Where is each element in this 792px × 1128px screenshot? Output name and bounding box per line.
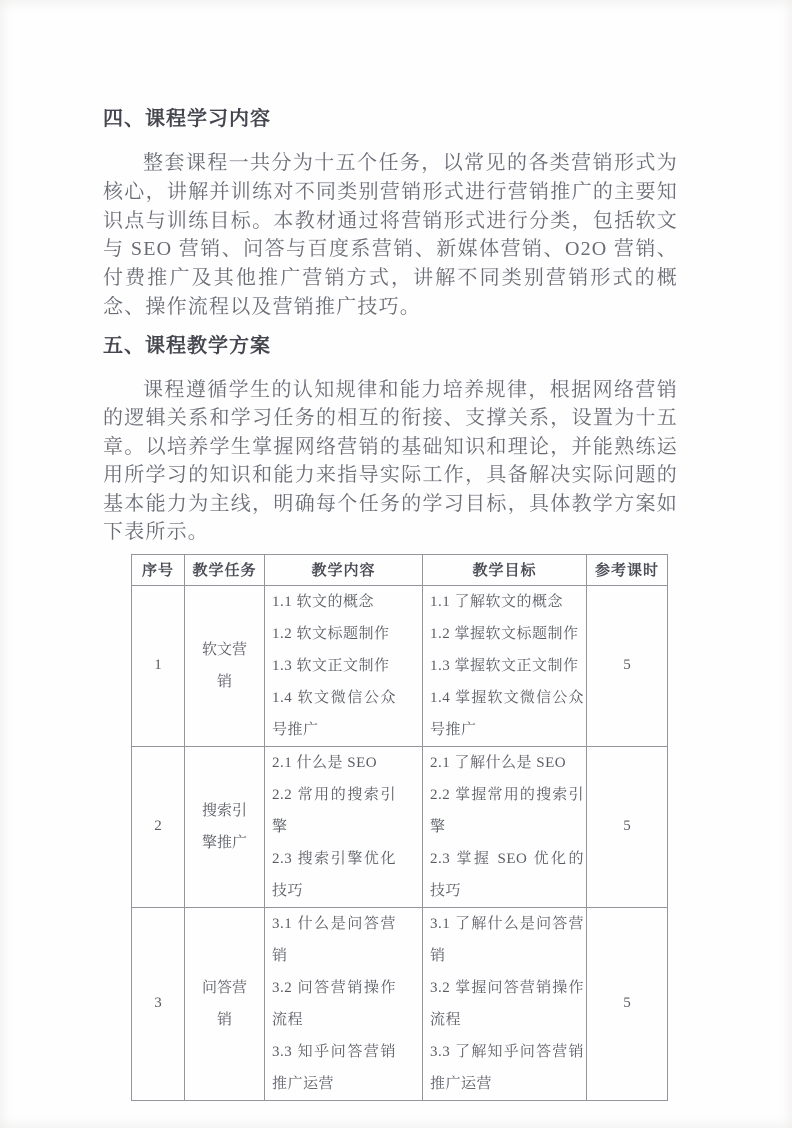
content-item: 3.1 什么是问答营销 bbox=[272, 915, 396, 964]
teaching-plan-table bbox=[131, 554, 668, 1101]
table-header-row bbox=[132, 554, 668, 585]
cell-teaching-content bbox=[265, 746, 423, 907]
cell-reference-hours: 5 bbox=[587, 907, 668, 1100]
goal-item: 2.2 掌握常用的搜索引擎 bbox=[430, 786, 584, 835]
cell-reference-hours: 5 bbox=[587, 746, 668, 907]
goal-item: 1.1 了解软文的概念 bbox=[430, 593, 564, 610]
goal-item: 2.3 掌握 SEO 优化的技巧 bbox=[430, 850, 584, 899]
cell-row-no: 3 bbox=[132, 907, 185, 1100]
column-header-goal: 教学目标 bbox=[423, 554, 587, 585]
section-heading-course-teaching-plan: 五、课程教学方案 bbox=[103, 334, 271, 357]
cell-teaching-task: 问答营销 bbox=[185, 907, 265, 1100]
table-row-search-engine-promotion bbox=[132, 746, 668, 907]
section-heading-course-learning-content: 四、课程学习内容 bbox=[103, 108, 271, 130]
cell-teaching-goal bbox=[423, 585, 587, 746]
content-item: 1.1 软文的概念 bbox=[272, 593, 375, 610]
cell-row-no: 2 bbox=[132, 746, 185, 907]
column-header-task: 教学任务 bbox=[185, 554, 265, 585]
column-header-no: 序号 bbox=[132, 554, 185, 585]
section-paragraph-course-teaching-plan: 课程遵循学生的认知规律和能力培养规律，根据网络营销的逻辑关系和学习任务的相互的衔接、支撑关系，设置为十五章。以培养学生掌握网络营销的基础知识和理论，并能熟练运用所学习的知识和能力来指导实际工作，具备解决实际问题的基本能力为主线，明确每个任务的学习目标，具体教学方案如下表所示。 bbox=[103, 378, 678, 544]
section-paragraph-course-learning-content: 整套课程一共分为十五个任务，以常见的各类营销形式为核心，讲解并训练对不同类别营销形式进行营销推广的主要知识点与训练目标。本教材通过将营销形式进行分类，包括软文与 SEO 营销、问答与百度系营销、新媒体营销、O2O 营销、付费推广及其他推广营销方式，讲解不同类别营销形式的概念、操作流程以及营销推广技巧。 bbox=[103, 152, 678, 318]
content-item: 1.3 软文正文制作 bbox=[272, 657, 390, 674]
cell-teaching-content bbox=[265, 585, 423, 746]
goal-item: 3.1 了解什么是问答营销 bbox=[430, 915, 584, 964]
cell-teaching-goal bbox=[423, 746, 587, 907]
cell-row-no: 1 bbox=[132, 585, 185, 746]
content-item: 1.2 软文标题制作 bbox=[272, 625, 390, 642]
content-item: 2.3 搜索引擎优化技巧 bbox=[272, 850, 396, 899]
goal-item: 3.2 掌握问答营销操作流程 bbox=[430, 979, 584, 1028]
cell-teaching-goal bbox=[423, 907, 587, 1100]
cell-teaching-content bbox=[265, 907, 423, 1100]
cell-teaching-task: 软文营销 bbox=[185, 585, 265, 746]
cell-teaching-task: 搜索引擎推广 bbox=[185, 746, 265, 907]
cell-reference-hours: 5 bbox=[587, 585, 668, 746]
content-item: 2.2 常用的搜索引擎 bbox=[272, 786, 396, 835]
content-item: 3.2 问答营销操作流程 bbox=[272, 979, 396, 1028]
content-item: 3.3 知乎问答营销推广运营 bbox=[272, 1043, 396, 1092]
goal-item: 1.4 掌握软文微信公众号推广 bbox=[430, 689, 584, 738]
table-row-soft-article-marketing bbox=[132, 585, 668, 746]
content-item: 1.4 软文微信公众号推广 bbox=[272, 689, 396, 738]
content-item: 2.1 什么是 SEO bbox=[272, 754, 378, 771]
column-header-content: 教学内容 bbox=[265, 554, 423, 585]
goal-item: 1.3 掌握软文正文制作 bbox=[430, 657, 579, 674]
column-header-hours: 参考课时 bbox=[587, 554, 668, 585]
goal-item: 2.1 了解什么是 SEO bbox=[430, 754, 567, 771]
document-content bbox=[103, 106, 678, 1101]
table-row-qa-marketing bbox=[132, 907, 668, 1100]
goal-item: 3.3 了解知乎问答营销推广运营 bbox=[430, 1043, 584, 1092]
goal-item: 1.2 掌握软文标题制作 bbox=[430, 625, 579, 642]
